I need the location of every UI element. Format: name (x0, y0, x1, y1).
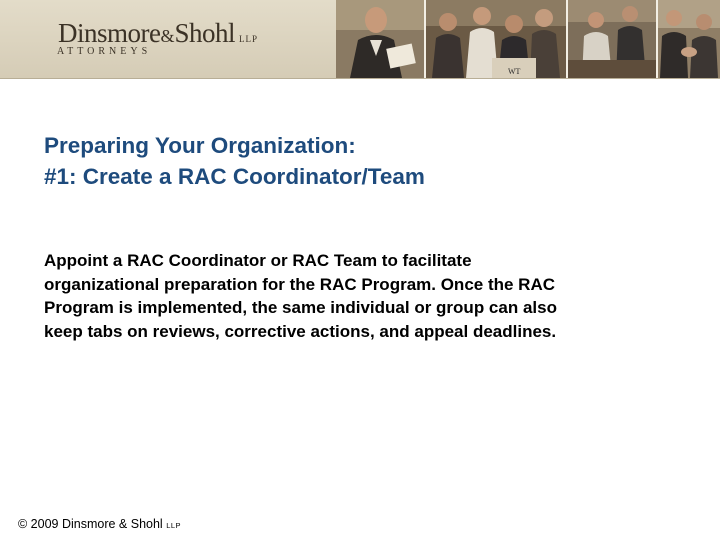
slide-title-line: Preparing Your Organization: (44, 133, 356, 158)
firm-logo (58, 18, 258, 49)
photo-handshake (658, 0, 720, 78)
logo-suffix: LLP (239, 34, 259, 44)
photo-group-meeting (426, 0, 566, 78)
slide-body-line: Program is implemented, the same individual or group can also (44, 298, 557, 317)
logo-name-part1: Dinsmore (58, 18, 161, 48)
slide-body-line: Appoint a RAC Coordinator or RAC Team to facilitate (44, 251, 472, 270)
slide-title (44, 130, 684, 192)
logo-name-part2: Shohl (174, 18, 236, 48)
slide-body (44, 249, 684, 343)
slide-body-line: organizational preparation for the RAC Program. Once the RAC (44, 274, 556, 294)
slide-title-line: #1: Create a RAC Coordinator/Team (44, 164, 425, 189)
logo-tagline: ATTORNEYS (57, 46, 152, 57)
header-banner (0, 0, 720, 79)
copyright-suffix: LLP (166, 521, 182, 530)
photo-conference (568, 0, 656, 78)
copyright-text: © 2009 Dinsmore & Shohl (18, 517, 163, 531)
logo-ampersand: & (160, 26, 175, 46)
photo-businessman (336, 0, 424, 78)
logo-area (0, 0, 336, 78)
slide-body-line: keep tabs on reviews, corrective actions, and appeal deadlines. (44, 321, 557, 341)
svg-text:WT: WT (508, 67, 521, 76)
header-photo-collage (336, 0, 720, 78)
footer-copyright (18, 517, 181, 531)
